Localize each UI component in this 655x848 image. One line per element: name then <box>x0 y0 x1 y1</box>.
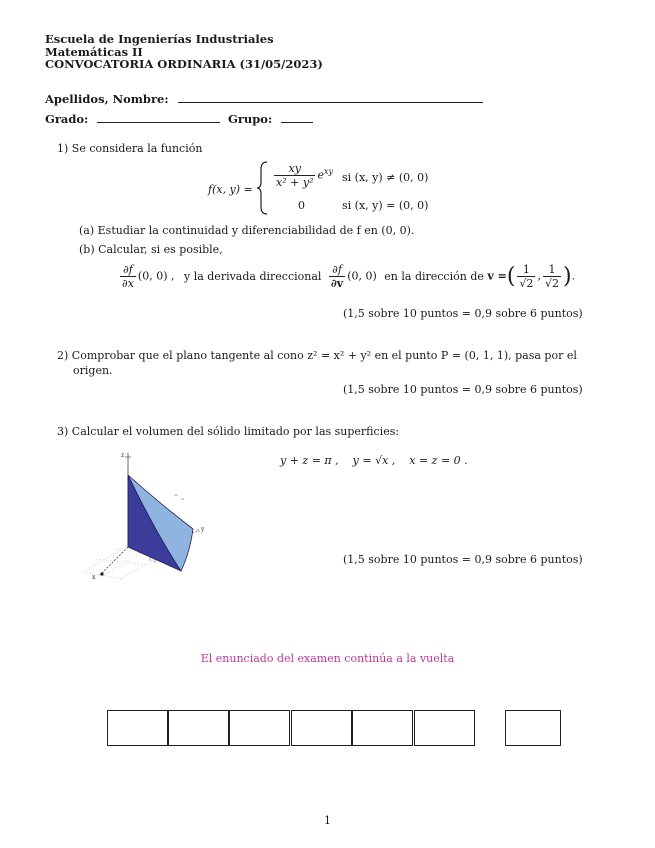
v2-numerator: 1 <box>543 263 561 277</box>
grade-cell-4[interactable] <box>291 710 352 746</box>
degree-field <box>45 108 220 127</box>
vector-eq: v = <box>487 269 507 283</box>
q2-number: 2) <box>57 349 69 362</box>
q1-case1-denominator: x² + y² <box>276 176 314 189</box>
d1-denominator: ∂x <box>122 277 134 290</box>
q1-case1-condition: si (x, y) ≠ (0, 0) <box>342 171 429 184</box>
grade-cell-6[interactable] <box>414 710 475 746</box>
q1-number: 1) <box>57 142 69 155</box>
degree-label: Grado: <box>45 112 89 126</box>
q1-part-b-label: (b) <box>79 243 95 256</box>
q2-points: (1,5 sobre 10 puntos = 0,9 sobre 6 puntos) <box>343 383 583 396</box>
q1-part-b-text: Calcular, si es posible, <box>98 243 223 256</box>
q1-case1-exp-base: e <box>317 168 324 182</box>
v1-numerator: 1 <box>517 263 535 277</box>
d2-numerator: ∂f <box>329 263 345 277</box>
q3-number: 3) <box>57 425 69 438</box>
q1-part-a-text: Estudiar la continuidad y diferenciabilidad de f en (0, 0). <box>97 224 415 237</box>
q2-text-line1: Comprobar que el plano tangente al cono z² = x² + y² en el punto P = (0, 1, 1), pasa por el <box>71 349 577 362</box>
q1-case1-numerator: xy <box>274 162 315 176</box>
group-blank[interactable] <box>281 111 313 123</box>
grade-cell-5[interactable] <box>352 710 413 746</box>
group-field <box>228 108 313 127</box>
q1-case2-value: 0 <box>298 199 305 212</box>
d1-point: (0, 0) , <box>137 269 175 283</box>
group-label: Grupo: <box>228 112 273 126</box>
q1-derivatives-line: $\frac{\partial f}{\partial x}$ (0, 0) , y la derivada direccional $\frac{\partial f}{\partial v}$ (0, 0) en la dirección de v =( $\frac{1}{√2}$ , $\frac{1}{√2}$ ). <box>122 263 576 290</box>
degree-blank[interactable] <box>97 111 220 123</box>
q1-points: (1,5 sobre 10 puntos = 0,9 sobre 6 puntos) <box>343 307 583 320</box>
q2-statement <box>57 348 577 378</box>
d2-denominator: ∂v <box>330 277 344 290</box>
q2-text-line2: origen. <box>73 364 113 377</box>
grade-cell-2[interactable] <box>168 710 229 746</box>
q3-equations: y + z = π , y = √x , x = z = 0 . <box>280 454 468 467</box>
grade-cell-3[interactable] <box>229 710 290 746</box>
school-name: Escuela de Ingenierías Industriales <box>45 32 274 46</box>
name-field <box>45 88 483 107</box>
direction-text: en la dirección de <box>384 269 484 283</box>
q3-statement <box>57 425 399 438</box>
q1-intro-text: Se considera la función <box>71 142 203 155</box>
name-blank[interactable] <box>178 91 483 103</box>
subject-name: Matemáticas II <box>45 44 143 59</box>
grade-total-cell[interactable] <box>505 710 561 746</box>
q1-intro <box>57 142 202 155</box>
q3-points: (1,5 sobre 10 puntos = 0,9 sobre 6 puntos) <box>343 553 583 566</box>
directional-text: y la derivada direccional <box>183 269 322 283</box>
q3-text: Calcular el volumen del sólido limitado por las superficies: <box>71 425 400 438</box>
left-brace-icon <box>256 160 270 216</box>
q1-case1-value <box>272 162 333 189</box>
v1-denominator: √2 <box>519 277 534 290</box>
y-axis-label: y <box>201 526 205 533</box>
solid-figure <box>78 447 213 582</box>
exam-header <box>45 33 323 71</box>
x-axis-label: x <box>92 574 96 581</box>
q1-part-a <box>79 224 414 237</box>
session-name: CONVOCATORIA ORDINARIA (31/05/2023) <box>45 57 323 71</box>
q1-case2-condition: si (x, y) = (0, 0) <box>342 199 429 212</box>
q1-case1-exp-power: xy <box>323 166 333 176</box>
name-label: Apellidos, Nombre: <box>45 92 169 106</box>
grade-cell-1[interactable] <box>107 710 168 746</box>
d2-point: (0, 0) <box>347 269 377 283</box>
d1-numerator: ∂f <box>120 263 136 277</box>
q1-part-a-label: (a) <box>79 224 95 237</box>
page-number: 1 <box>324 814 331 827</box>
q1-part-b <box>79 243 223 256</box>
q1-function-name: f(x, y) = <box>208 183 253 196</box>
v2-denominator: √2 <box>544 277 559 290</box>
continue-notice: El enunciado del examen continúa a la vuelta <box>200 652 455 665</box>
z-axis-label: z <box>121 452 125 459</box>
